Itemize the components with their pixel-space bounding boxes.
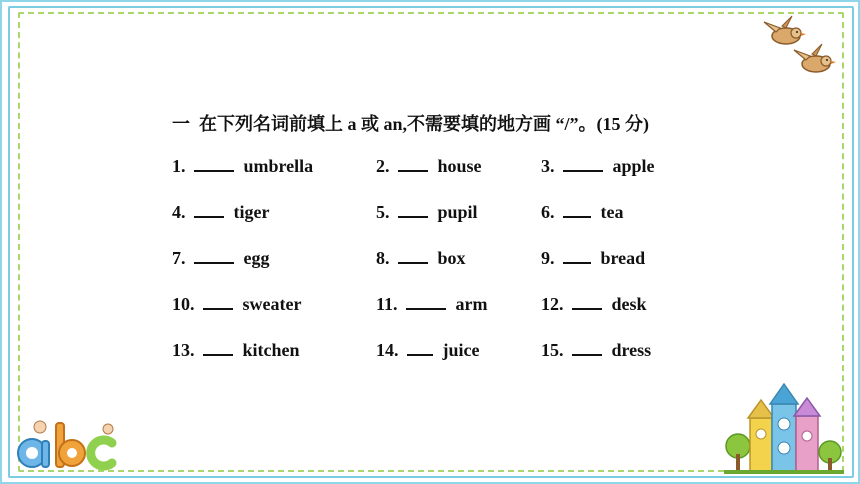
child-figure-2 [103, 424, 113, 434]
question-word: umbrella [243, 156, 314, 176]
question-number: 13. [172, 340, 195, 360]
tower-3 [794, 398, 820, 472]
slash-mark: “/”。 [555, 114, 597, 134]
question-item [172, 339, 300, 361]
question-word: kitchen [242, 340, 300, 360]
question-word: pupil [437, 202, 478, 222]
question-number: 15. [541, 340, 564, 360]
question-item [541, 247, 645, 269]
answer-blank[interactable] [398, 248, 428, 264]
answer-blank[interactable] [563, 156, 603, 172]
question-number: 6. [541, 202, 555, 222]
question-word: tea [600, 202, 624, 222]
castle-icon [724, 378, 844, 474]
answer-blank[interactable] [406, 294, 446, 310]
grass [724, 470, 844, 474]
question-number: 12. [541, 294, 564, 314]
answer-blank[interactable] [563, 248, 591, 264]
question-item [541, 155, 655, 177]
question-item [172, 293, 301, 315]
section-number: 一 [172, 114, 190, 135]
abc-letters-icon [12, 415, 122, 473]
question-item [172, 201, 269, 223]
tower-2 [770, 384, 798, 472]
answer-blank[interactable] [572, 294, 602, 310]
question-number: 1. [172, 156, 186, 176]
option-a: a [347, 114, 357, 134]
bird-1 [764, 16, 806, 44]
question-item [541, 201, 623, 223]
question-number: 2. [376, 156, 390, 176]
question-number: 4. [172, 202, 186, 222]
question-word: juice [442, 340, 480, 360]
answer-blank[interactable] [398, 202, 428, 218]
question-item [541, 293, 647, 315]
answer-blank[interactable] [407, 340, 433, 356]
question-number: 5. [376, 202, 390, 222]
question-number: 7. [172, 248, 186, 268]
bird-icon [758, 14, 848, 84]
question-word: apple [612, 156, 655, 176]
question-word: desk [611, 294, 647, 314]
tree-right [819, 441, 841, 472]
dashed-frame [18, 12, 844, 472]
question-item [376, 293, 488, 315]
letter-c [91, 440, 112, 466]
tower-1 [748, 400, 774, 472]
question-word: arm [455, 294, 488, 314]
bird-2 [794, 44, 836, 72]
option-an: an, [383, 114, 408, 134]
child-figure [34, 421, 46, 433]
question-item [172, 247, 270, 269]
tree-left [726, 434, 750, 472]
question-number: 10. [172, 294, 195, 314]
question-item [376, 247, 466, 269]
score: (15 分) [596, 114, 650, 134]
answer-blank[interactable] [398, 156, 428, 172]
question-number: 11. [376, 294, 398, 314]
answer-blank[interactable] [203, 340, 233, 356]
answer-blank[interactable] [194, 202, 224, 218]
question-item [376, 339, 479, 361]
letter-a [18, 439, 49, 467]
instruction-or: 或 [361, 114, 379, 135]
instruction-text: 在下列名词前填上 [199, 114, 343, 135]
question-item [376, 201, 478, 223]
question-item [541, 339, 651, 361]
question-word: bread [600, 248, 646, 268]
instruction-rest: 不需要填的地方画 [407, 114, 552, 135]
answer-blank[interactable] [203, 294, 233, 310]
question-word: box [437, 248, 466, 268]
question-item [376, 155, 482, 177]
answer-blank[interactable] [194, 156, 234, 172]
question-item [172, 155, 313, 177]
question-word: tiger [233, 202, 270, 222]
question-word: egg [243, 248, 270, 268]
question-number: 3. [541, 156, 555, 176]
letter-b [56, 423, 85, 467]
answer-blank[interactable] [194, 248, 234, 264]
answer-blank[interactable] [563, 202, 591, 218]
question-word: sweater [242, 294, 302, 314]
question-number: 8. [376, 248, 390, 268]
answer-blank[interactable] [572, 340, 602, 356]
question-number: 9. [541, 248, 555, 268]
instruction-heading [172, 110, 649, 136]
question-word: house [437, 156, 482, 176]
question-word: dress [611, 340, 652, 360]
question-number: 14. [376, 340, 399, 360]
